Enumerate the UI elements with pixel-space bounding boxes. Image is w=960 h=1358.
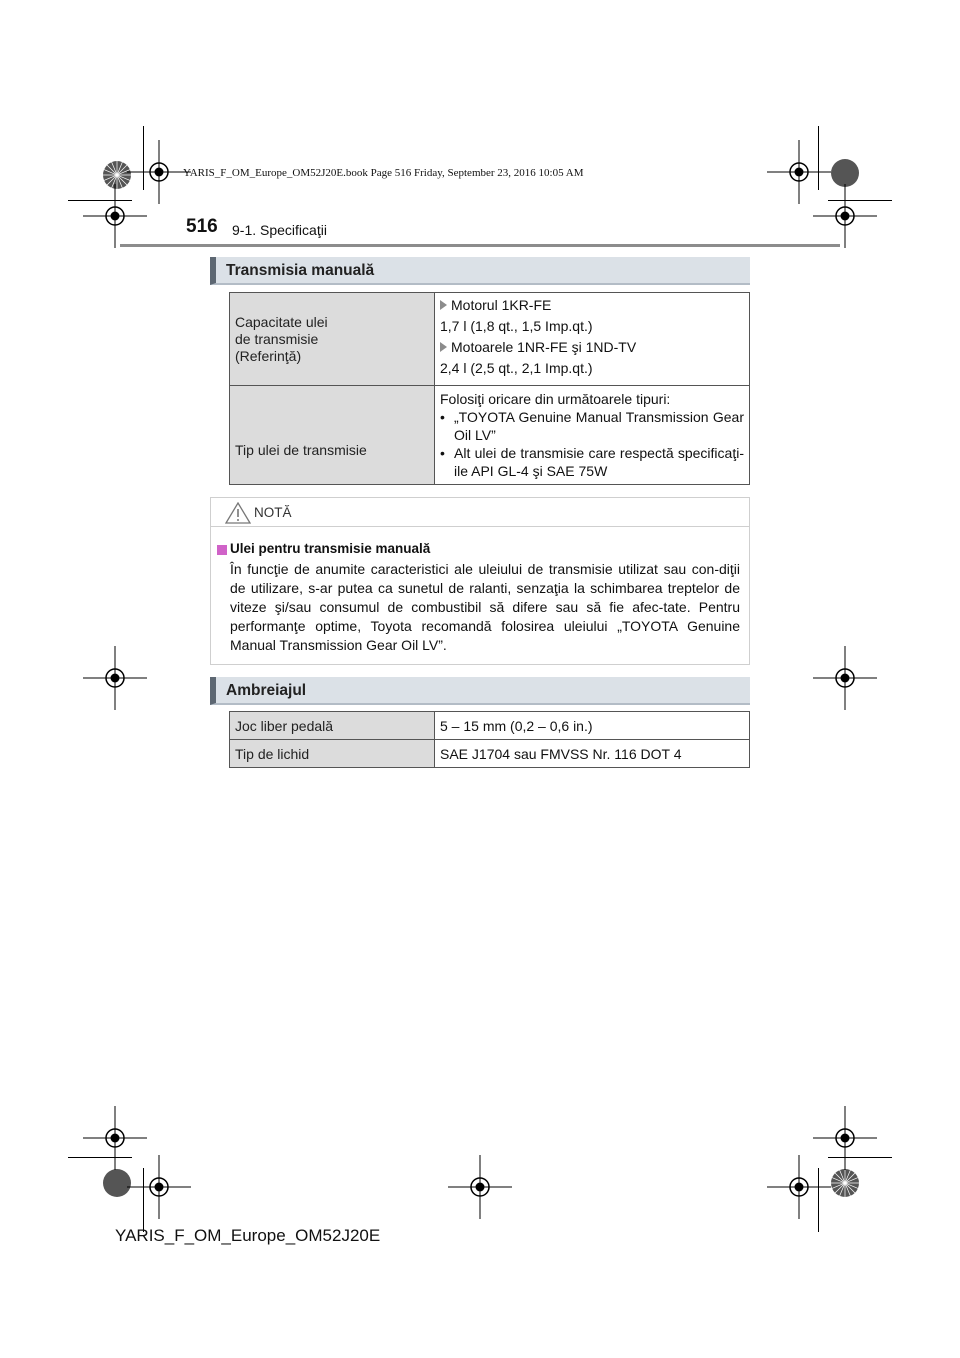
note-box: [210, 497, 750, 665]
oil-type-intro: Folosiţi oricare din următoarele tipuri:: [440, 391, 671, 407]
crosshair-registration-icon: [127, 1155, 191, 1219]
table-label-cell: [230, 293, 435, 386]
engine-name: Motorul 1KR-FE: [451, 297, 552, 313]
trim-line: [143, 126, 144, 190]
table-value-cell: [435, 386, 750, 485]
list-item: • Alt ulei de transmisie care respectă specificaţi-: [440, 445, 744, 461]
book-info-line: YARIS_F_OM_Europe_OM52J20E.book Page 516 Friday, September 23, 2016 10:05 AM: [183, 167, 584, 179]
crosshair-registration-icon: [813, 184, 877, 248]
crosshair-registration-icon: [767, 1155, 831, 1219]
note-subheading: Ulei pentru transmisie manuală: [230, 541, 431, 556]
list-item: • „TOYOTA Genuine Manual Transmission Gear: [440, 409, 744, 425]
square-bullet-icon: [217, 545, 227, 555]
list-item-cont: Oil LV”: [454, 427, 496, 443]
trim-line: [828, 200, 892, 201]
manual-transmission-table: [229, 292, 750, 485]
trim-line: [828, 1157, 892, 1158]
table-row: [230, 386, 750, 485]
table-label-cell: Tip ulei de transmisie: [230, 386, 435, 485]
table-label-cell: Tip de lichid: [230, 740, 435, 768]
trim-line: [68, 1157, 132, 1158]
note-header: [211, 498, 749, 527]
label-line: de transmisie: [235, 330, 319, 347]
heading-clutch: [210, 677, 750, 705]
warning-triangle-icon: [225, 502, 251, 524]
capacity-value: 2,4 l (2,5 qt., 2,1 Imp.qt.): [440, 360, 593, 376]
print-starburst-mark: [830, 1168, 860, 1198]
crosshair-registration-icon: [83, 184, 147, 248]
footer-code: YARIS_F_OM_Europe_OM52J20E: [115, 1226, 381, 1245]
label-line: Capacitate ulei: [235, 313, 328, 330]
trim-line: [68, 200, 132, 201]
trim-line: [818, 1168, 819, 1232]
list-item-cont: ile API GL-4 şi SAE 75W: [454, 463, 608, 479]
heading-manual-transmission: [210, 257, 750, 285]
section-title: 9-1. Specificaţii: [232, 222, 327, 238]
crosshair-registration-icon: [448, 1155, 512, 1219]
table-value-cell: [435, 293, 750, 386]
heading-clutch-text: Ambreiajul: [226, 682, 307, 699]
table-value-cell: SAE J1704 sau FMVSS Nr. 116 DOT 4: [435, 740, 750, 768]
engine-name: Motoarele 1NR-FE şi 1ND-TV: [451, 339, 637, 355]
bullet: •: [440, 445, 445, 461]
note-label: NOTĂ: [254, 505, 292, 520]
engine-line: [440, 295, 744, 316]
clutch-table: [229, 711, 750, 768]
table-label-cell: Joc liber pedală: [230, 712, 435, 740]
table-row: [230, 740, 750, 768]
trim-line: [143, 1168, 144, 1232]
bullet: •: [440, 409, 445, 425]
note-body: În funcţie de anumite caracteristici ale uleiului de transmisie utilizat sau con-diţii de utilizare, s-ar putea ca sunetul de ralanti, senzaţia la schimbarea treptelor de viteze şi/sau consumul de combustibil să difere sau să fie afec-tate. Pentru performanţe optime, Toyota recomandă folosirea uleiului „TOYOTA Genuine Manual Transmission Gear Oil LV”.: [230, 561, 740, 653]
crosshair-registration-icon: [83, 646, 147, 710]
trim-line: [818, 126, 819, 190]
triangle-right-icon: [440, 300, 447, 310]
label-line: (Referinţă): [235, 347, 302, 364]
heading-manual-transmission-text: Transmisia manuală: [226, 262, 375, 279]
capacity-value: 1,7 l (1,8 qt., 1,5 Imp.qt.): [440, 318, 593, 334]
crosshair-registration-icon: [813, 646, 877, 710]
table-value-cell: 5 – 15 mm (0,2 – 0,6 in.): [435, 712, 750, 740]
triangle-right-icon: [440, 342, 447, 352]
page-number: 516: [186, 216, 218, 237]
table-row: [230, 293, 750, 386]
header-rule: [120, 244, 840, 247]
engine-line: [440, 337, 744, 358]
table-row: [230, 712, 750, 740]
